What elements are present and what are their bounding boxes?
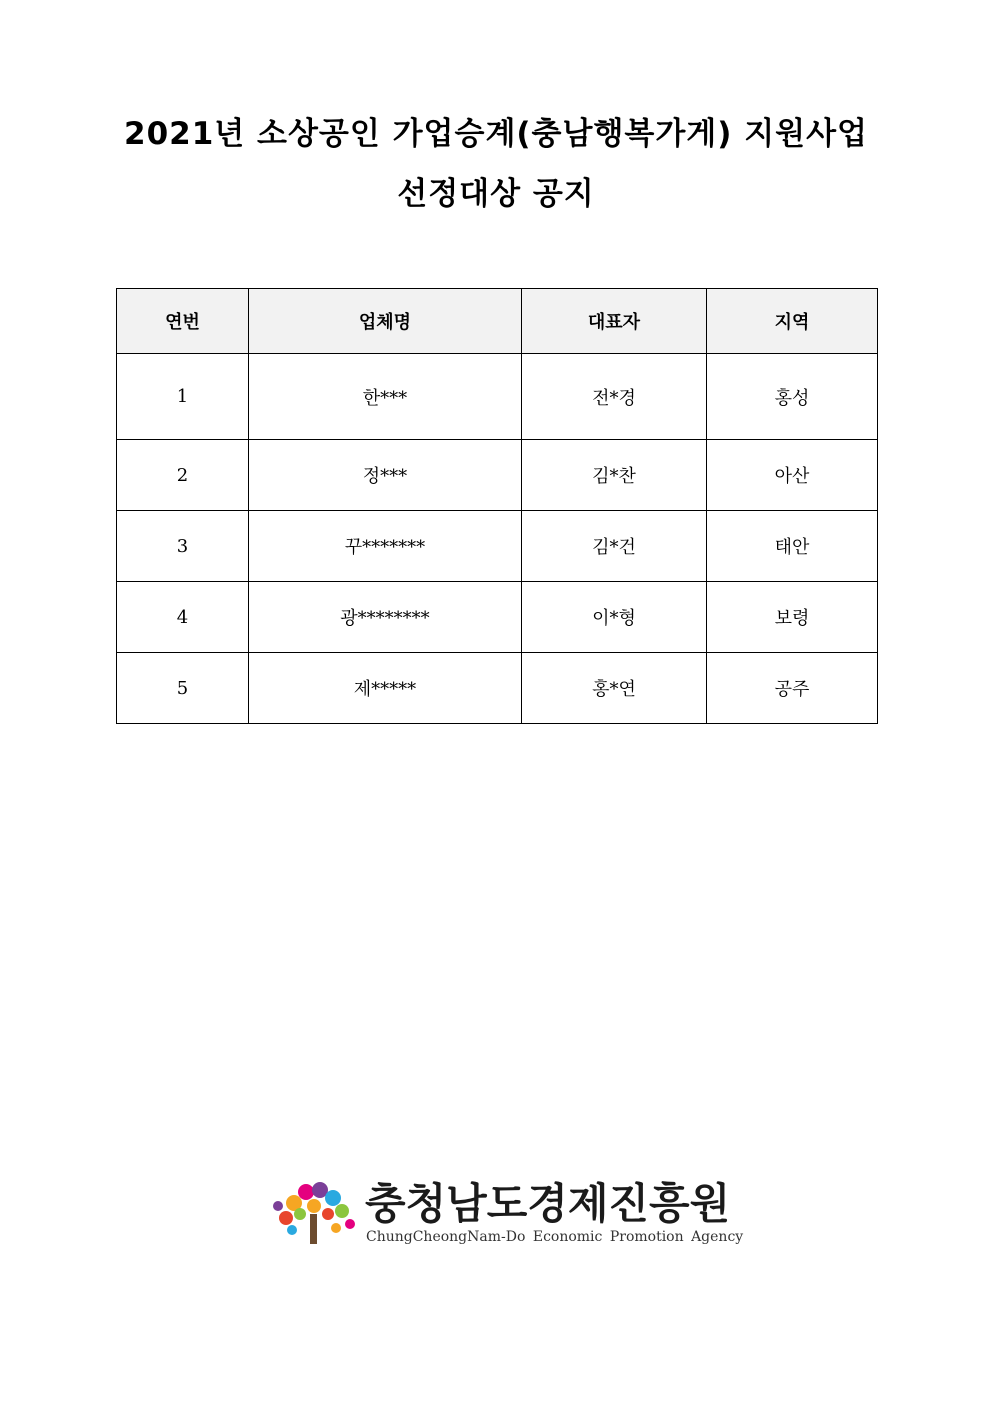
cell-no: 1 <box>117 354 249 440</box>
selection-table <box>116 288 878 724</box>
cell-company: 광******** <box>249 582 522 653</box>
cell-representative: 전*경 <box>522 354 707 440</box>
cell-no: 4 <box>117 582 249 653</box>
logo-korean-name: 충청남도경제진흥원 <box>365 1179 731 1228</box>
cell-representative: 이*형 <box>522 582 707 653</box>
title-line-1: 2021년 소상공인 가업승계(충남행복가게) 지원사업 <box>124 116 868 152</box>
cell-region: 보령 <box>707 582 878 653</box>
cell-no: 2 <box>117 440 249 511</box>
cell-representative: 홍*연 <box>522 653 707 724</box>
header-region: 지역 <box>707 289 878 354</box>
table-row <box>117 354 878 440</box>
cell-region: 홍성 <box>707 354 878 440</box>
cell-representative: 김*찬 <box>522 440 707 511</box>
cell-region: 아산 <box>707 440 878 511</box>
table-row <box>117 440 878 511</box>
header-no: 연번 <box>117 289 249 354</box>
table-header-row <box>117 289 878 354</box>
title-line-2: 선정대상 공지 <box>397 176 595 212</box>
tree-of-hands-icon <box>270 1178 358 1248</box>
cell-no: 5 <box>117 653 249 724</box>
table-row <box>117 511 878 582</box>
header-representative: 대표자 <box>522 289 707 354</box>
cell-region: 공주 <box>707 653 878 724</box>
cell-company: 제***** <box>249 653 522 724</box>
cell-company: 꾸******* <box>249 511 522 582</box>
cell-region: 태안 <box>707 511 878 582</box>
table-row <box>117 582 878 653</box>
cell-company: 한*** <box>249 354 522 440</box>
cell-representative: 김*건 <box>522 511 707 582</box>
table-row <box>117 653 878 724</box>
header-company: 업체명 <box>249 289 522 354</box>
logo-english-name: ChungCheongNam-Do Economic Promotion Agency <box>366 1229 744 1245</box>
agency-logo <box>270 1178 744 1252</box>
cell-no: 3 <box>117 511 249 582</box>
cell-company: 정*** <box>249 440 522 511</box>
